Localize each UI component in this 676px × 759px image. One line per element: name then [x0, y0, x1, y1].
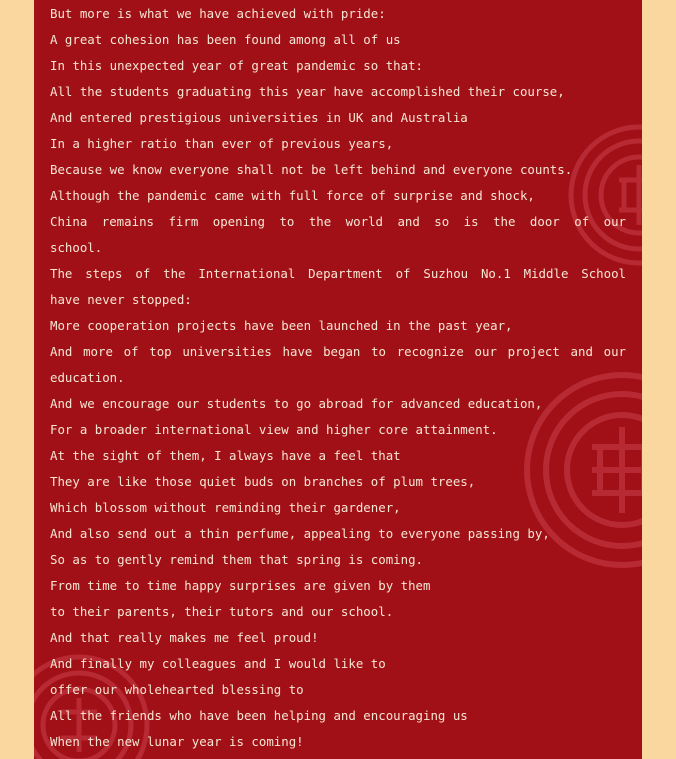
text-line: education. [50, 370, 125, 385]
letter-panel [34, 0, 642, 759]
text-line: A great cohesion has been found among all of us [50, 32, 401, 47]
text-line: Which blossom without reminding their gardener, [50, 500, 401, 515]
text-line: More cooperation projects have been launched in the past year, [50, 318, 513, 333]
text-line: All the students graduating this year have accomplished their course, [50, 84, 565, 99]
text-line: From time to time happy surprises are given by them [50, 578, 431, 593]
letter-text [50, 1, 626, 755]
text-line: have never stopped: [50, 292, 192, 307]
text-line: But more is what we have achieved with pride: [50, 6, 386, 21]
text-line: In this unexpected year of great pandemic so that: [50, 58, 423, 73]
text-line: When the new lunar year is coming! [50, 734, 304, 749]
text-line: to their parents, their tutors and our school. [50, 604, 394, 619]
text-line: Because we know everyone shall not be left behind and everyone counts. [50, 162, 573, 177]
text-line: The steps of the International Department of Suzhou No.1 Middle School [50, 266, 626, 281]
text-line: And finally my colleagues and I would like to [50, 656, 386, 671]
text-line: And also send out a thin perfume, appealing to everyone passing by, [50, 526, 550, 541]
text-line: So as to gently remind them that spring is coming. [50, 552, 423, 567]
text-line: And entered prestigious universities in UK and Australia [50, 110, 468, 125]
text-line: And more of top universities have began to recognize our project and our [50, 344, 626, 359]
text-line: school. [50, 240, 103, 255]
text-line: In a higher ratio than ever of previous years, [50, 136, 394, 151]
text-line: And that really makes me feel proud! [50, 630, 319, 645]
text-line: And we encourage our students to go abroad for advanced education, [50, 396, 543, 411]
text-line: For a broader international view and higher core attainment. [50, 422, 498, 437]
text-line: offer our wholehearted blessing to [50, 682, 304, 697]
text-line: Although the pandemic came with full force of surprise and shock, [50, 188, 535, 203]
text-line: All the friends who have been helping and encouraging us [50, 708, 468, 723]
text-line: They are like those quiet buds on branches of plum trees, [50, 474, 476, 489]
text-line: At the sight of them, I always have a feel that [50, 448, 401, 463]
text-line: China remains firm opening to the world and so is the door of our [50, 214, 626, 229]
